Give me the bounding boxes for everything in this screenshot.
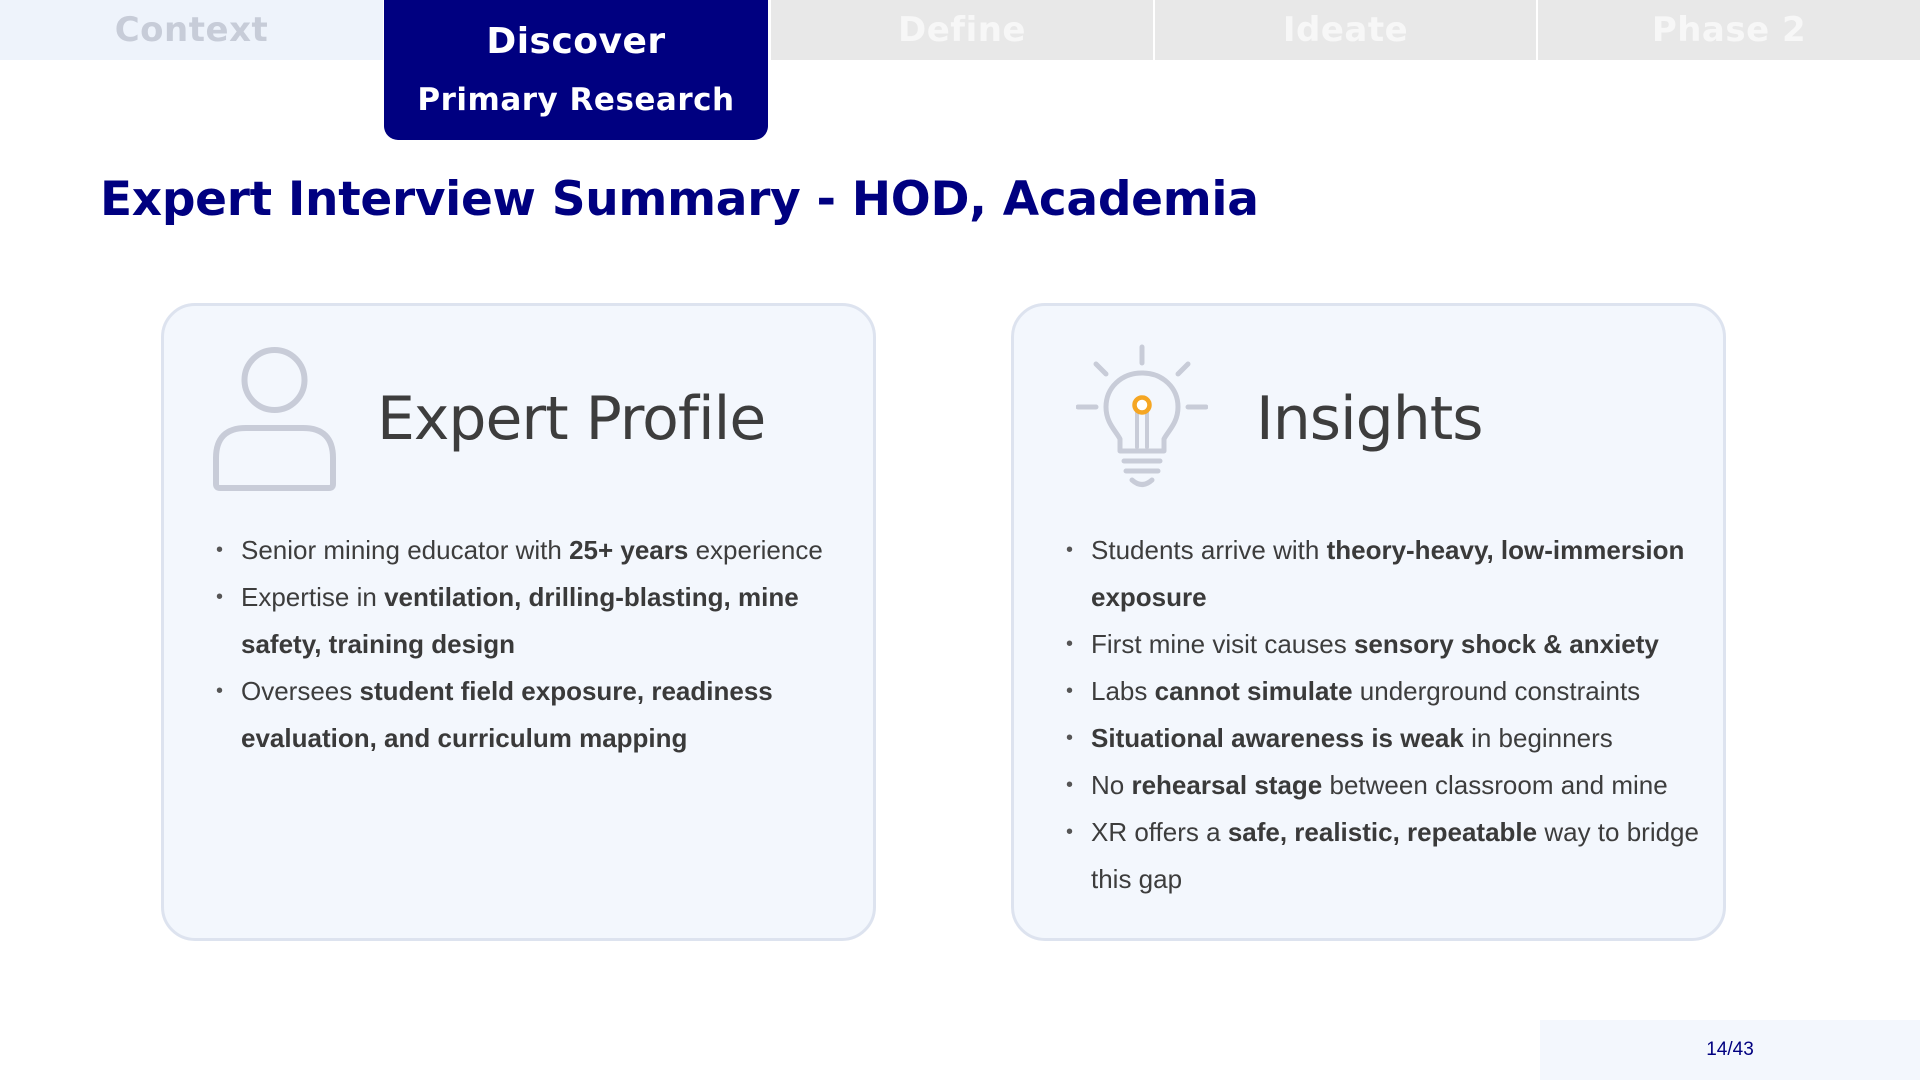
bullet-text: underground constraints — [1352, 676, 1641, 706]
tab-discover-sublabel: Primary Research — [417, 82, 735, 118]
list-item — [216, 668, 836, 762]
bullet-text: experience — [688, 535, 823, 565]
bullet-emphasis: safe, realistic, repeatable — [1227, 817, 1538, 847]
tab-ideate[interactable] — [1155, 0, 1536, 60]
tab-phase-2[interactable] — [1538, 0, 1920, 60]
bullet-text: way to bridge this gap — [1091, 817, 1699, 894]
tab-discover-label: Discover — [486, 21, 666, 62]
bullet-emphasis: sensory shock & anxiety — [1353, 629, 1659, 659]
insights-title: Insights — [1256, 384, 1483, 454]
page-number-label: 14/43 — [1706, 1039, 1754, 1060]
expert-profile-card — [161, 303, 876, 941]
bullet-emphasis: theory-heavy, low-immersion exposure — [1091, 535, 1685, 612]
bullet-text: Labs — [1091, 676, 1155, 706]
bullet-emphasis: cannot simulate — [1154, 676, 1353, 706]
page-number — [1540, 1020, 1920, 1080]
list-item — [1066, 668, 1706, 715]
person-icon — [212, 346, 337, 491]
list-item — [1066, 527, 1706, 621]
bullet-text: XR offers a — [1091, 817, 1228, 847]
bullet-emphasis: student field exposure, readiness evaluation, and curriculum mapping — [241, 676, 773, 753]
list-item — [1066, 621, 1706, 668]
insights-list — [1066, 527, 1706, 903]
list-item — [1066, 809, 1706, 903]
bullet-text: Oversees — [241, 676, 360, 706]
page-title: Expert Interview Summary - HOD, Academia — [100, 172, 1259, 227]
bullet-emphasis: Situational awareness is weak — [1091, 723, 1464, 753]
tab-phase-2-label: Phase 2 — [1651, 10, 1807, 50]
bullet-text: First mine visit causes — [1091, 629, 1354, 659]
bullet-emphasis: rehearsal stage — [1131, 770, 1323, 800]
bullet-emphasis: ventilation, drilling-blasting, mine safety, training design — [241, 582, 799, 659]
bullet-emphasis: 25+ years — [569, 535, 689, 565]
list-item — [216, 527, 836, 574]
tab-discover[interactable] — [384, 0, 768, 140]
tab-define-label: Define — [898, 10, 1026, 50]
bullet-text: Senior mining educator with — [241, 535, 570, 565]
insights-card — [1011, 303, 1726, 941]
list-item — [1066, 762, 1706, 809]
expert-profile-title: Expert Profile — [377, 384, 766, 454]
tab-ideate-label: Ideate — [1282, 10, 1409, 50]
expert-profile-list — [216, 527, 836, 762]
bullet-text: Expertise in — [241, 582, 385, 612]
lightbulb-icon — [1076, 343, 1208, 495]
bullet-text: between classroom and mine — [1322, 770, 1668, 800]
tab-context[interactable] — [0, 0, 383, 60]
bullet-text: in beginners — [1463, 723, 1613, 753]
bullet-text: No — [1091, 770, 1132, 800]
tab-context-label: Context — [114, 10, 269, 50]
list-item — [1066, 715, 1706, 762]
list-item — [216, 574, 836, 668]
tab-define[interactable] — [771, 0, 1153, 60]
phase-navigation — [0, 0, 1920, 118]
bullet-text: Students arrive with — [1091, 535, 1327, 565]
